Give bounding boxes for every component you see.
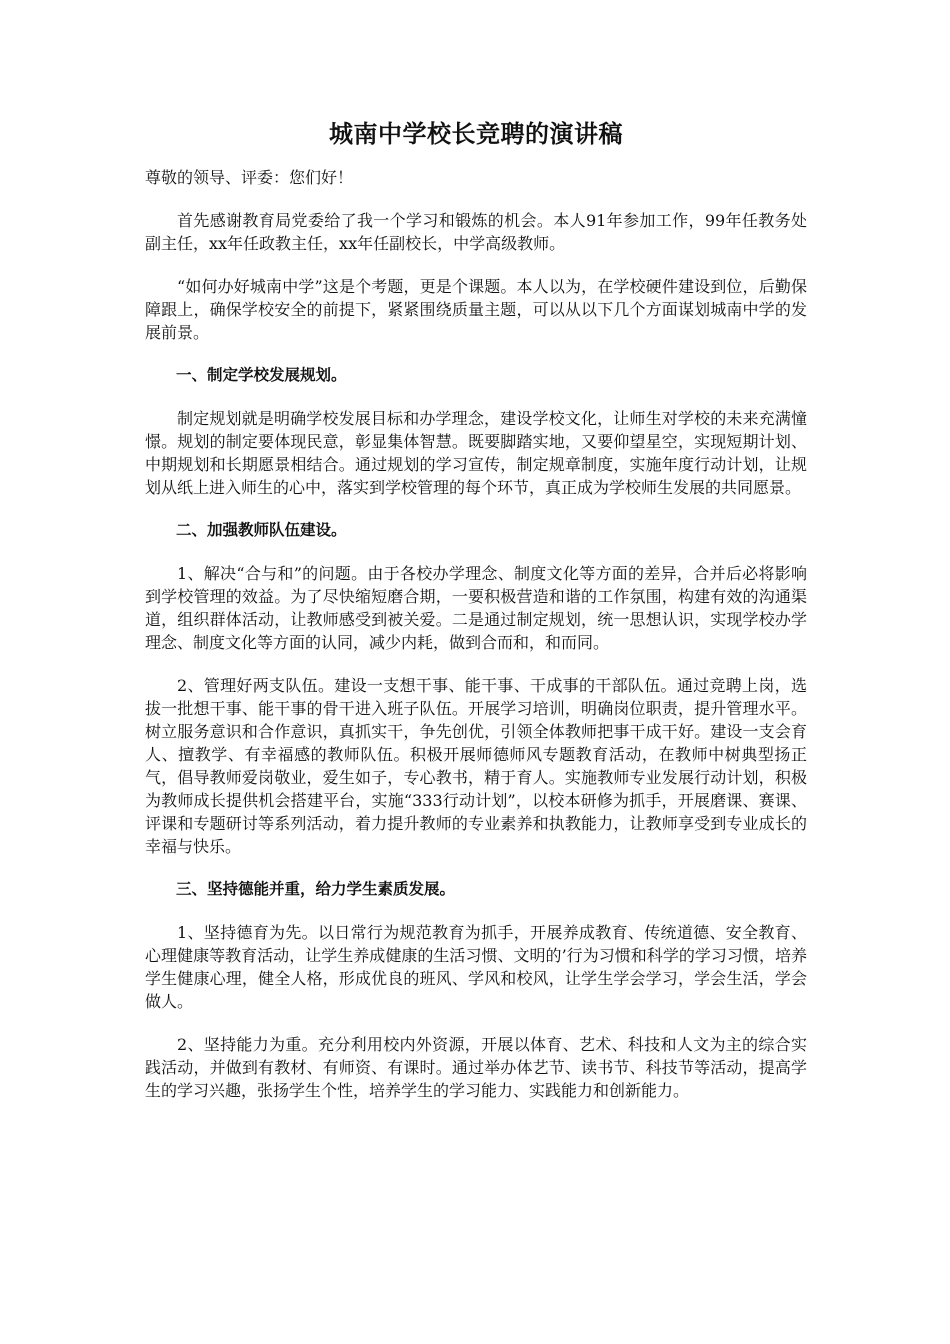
section-1-heading: 一、制定学校发展规划。 <box>176 366 347 384</box>
intro-paragraph-1: 首先感谢教育局党委给了我一个学习和锻炼的机会。本人91年参加工作，99年任教务处副主任，xx年任政教主任，xx年任副校长，中学高级教师。 <box>145 211 807 253</box>
document-page <box>145 100 807 1122</box>
salutation: 尊敬的领导、评委：您们好！ <box>145 168 354 187</box>
section-3-paragraph-1: 1、坚持德育为先。以日常行为规范教育为抓手，开展养成教育、传统道德、安全教育、心理健康等教育活动，让学生养成健康的生活习惯、文明的’行为习惯和科学的学习习惯，培养学生健康心理，健全人格，形成优良的班风、学风和校风，让学生学会学习，学会生活，学会做人。 <box>145 923 807 1011</box>
section-2-heading: 二、加强教师队伍建设。 <box>176 521 347 539</box>
intro-paragraph-2: “如何办好城南中学”这是个考题，更是个课题。本人以为，在学校硬件建设到位，后勤保障跟上，确保学校安全的前提下，紧紧围绕质量主题，可以从以下几个方面谋划城南中学的发展前景。 <box>145 277 807 342</box>
section-2-paragraph-2: 2、管理好两支队伍。建设一支想干事、能干事、干成事的干部队伍。通过竞聘上岗，选拔一批想干事、能干事的骨干进入班子队伍。开展学习培训，明确岗位职责，提升管理水平。树立服务意识和合作意识，真抓实干，争先创优，引领全体教师把事干成干好。建设一支会育人、擅教学、有幸福感的教师队伍。积极开展师德师风专题教育活动，在教师中树典型扬正气，倡导教师爱岗敬业，爱生如子，专心教书，精于育人。实施教师专业发展行动计划，积极为教师成长提供机会搭建平台，实施“333行动计划”，以校本研修为抓手，开展磨课、赛课、评课和专题研讨等系列活动，着力提升教师的专业素养和执教能力，让教师享受到专业成长的幸福与快乐。 <box>145 676 807 856</box>
section-1-paragraph-1: 制定规划就是明确学校发展目标和办学理念，建设学校文化，让师生对学校的未来充满憧憬。规划的制定要体现民意，彰显集体智慧。既要脚踏实地，又要仰望星空，实现短期计划、中期规划和长期愿景相结合。通过规划的学习宣传，制定规章制度，实施年度行动计划，让规划从纸上进入师生的心中，落实到学校管理的每个环节，真正成为学校师生发展的共同愿景。 <box>145 409 807 497</box>
section-3-paragraph-2: 2、坚持能力为重。充分利用校内外资源，开展以体育、艺术、科技和人文为主的综合实践活动，并做到有教材、有师资、有课时。通过举办体艺节、读书节、科技节等活动，提高学生的学习兴趣，张扬学生个性，培养学生的学习能力、实践能力和创新能力。 <box>145 1035 807 1100</box>
section-2-paragraph-1: 1、解决“合与和”的问题。由于各校办学理念、制度文化等方面的差异，合并后必将影响到学校管理的效益。为了尽快缩短磨合期，一要积极营造和谐的工作氛围，构建有效的沟通渠道，组织群体活动，让教师感受到被关爱。二是通过制定规划，统一思想认识，实现学校办学理念、制度文化等方面的认同，减少内耗，做到合而和，和而同。 <box>145 564 807 652</box>
document-title: 城南中学校长竞聘的演讲稿 <box>329 120 623 148</box>
section-3-heading: 三、坚持德能并重，给力学生素质发展。 <box>176 880 456 898</box>
